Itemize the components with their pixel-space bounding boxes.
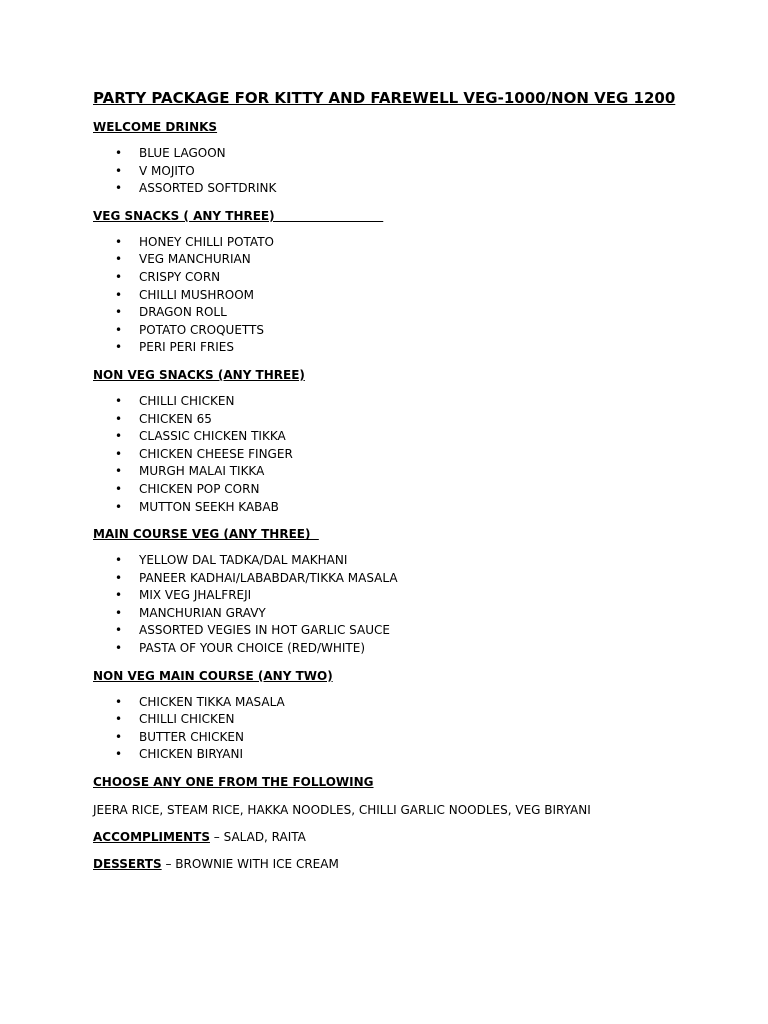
list-item-label: PANEER KADHAI/LABABDAR/TIKKA MASALA	[139, 570, 398, 585]
list-item	[93, 339, 733, 357]
list-item-label: CHICKEN BIRYANI	[139, 747, 244, 762]
accompliments-text: – SALAD, RAITA	[209, 830, 306, 845]
bullet-icon: •	[115, 553, 123, 568]
list-item	[93, 605, 733, 623]
bullet-icon: •	[115, 588, 123, 603]
section-heading-main-course-veg: MAIN COURSE VEG (ANY THREE)	[93, 527, 319, 542]
rice-noodle-options: JEERA RICE, STEAM RICE, HAKKA NOODLES, CHILLI GARLIC NOODLES, VEG BIRYANI	[93, 803, 591, 818]
list-item-label: CLASSIC CHICKEN TIKKA	[139, 429, 286, 444]
list-item	[93, 694, 733, 712]
list-item	[93, 322, 733, 340]
list-item	[93, 428, 733, 446]
list-item	[93, 269, 733, 287]
list-item	[93, 552, 733, 570]
bullet-icon: •	[115, 712, 123, 727]
list-item-label: CHICKEN TIKKA MASALA	[139, 694, 285, 709]
list-item	[93, 587, 733, 605]
bullet-icon: •	[115, 694, 123, 709]
list-item-label: MANCHURIAN GRAVY	[139, 605, 266, 620]
bullet-icon: •	[115, 411, 123, 426]
list-item-label: MUTTON SEEKH KABAB	[139, 499, 279, 514]
list-item-label: BLUE LAGOON	[139, 146, 226, 160]
bullet-icon: •	[115, 429, 123, 444]
list-item-label: CHILLI CHICKEN	[139, 712, 235, 727]
bullet-icon: •	[115, 729, 123, 744]
bullet-icon: •	[115, 322, 123, 337]
list-item	[93, 304, 733, 322]
bullet-icon: •	[115, 163, 123, 178]
list-item-label: CRISPY CORN	[139, 269, 221, 284]
list-item	[93, 411, 733, 429]
bullet-icon: •	[115, 305, 123, 320]
desserts-line	[93, 856, 733, 872]
bullet-icon: •	[115, 570, 123, 585]
bullet-icon: •	[115, 181, 123, 196]
bullet-icon: •	[115, 641, 123, 656]
section-heading-choose-any-one: CHOOSE ANY ONE FROM THE FOLLOWING	[93, 775, 374, 790]
bullet-icon: •	[115, 499, 123, 514]
list-item	[93, 746, 733, 764]
document-page	[93, 88, 733, 872]
section-heading-welcome-drinks: WELCOME DRINKS	[93, 120, 218, 134]
bullet-icon: •	[115, 146, 123, 160]
list-item-label: VEG MANCHURIAN	[139, 252, 251, 267]
list-item-label: HONEY CHILLI POTATO	[139, 234, 274, 249]
document-title: PARTY PACKAGE FOR KITTY AND FAREWELL VEG-1000/NON VEG 1200	[93, 89, 676, 107]
list-item	[93, 570, 733, 588]
list-item	[93, 711, 733, 729]
list-item	[93, 251, 733, 269]
list-item	[93, 163, 733, 181]
list-item	[93, 234, 733, 252]
list-item	[93, 499, 733, 517]
list-item-label: CHICKEN POP CORN	[139, 481, 260, 496]
list-item-label: CHICKEN 65	[139, 411, 212, 426]
main-course-veg-list	[93, 552, 733, 658]
bullet-icon: •	[115, 623, 123, 638]
accompliments-label: ACCOMPLIMENTS	[93, 830, 210, 845]
section-heading-veg-snacks: VEG SNACKS ( ANY THREE)	[93, 208, 384, 223]
list-item	[93, 622, 733, 640]
list-item	[93, 145, 733, 163]
list-item-label: CHILLI CHICKEN	[139, 393, 235, 408]
list-item-label: CHILLI MUSHROOM	[139, 287, 255, 302]
list-item-label: PASTA OF YOUR CHOICE (RED/WHITE)	[139, 641, 366, 656]
list-item-label: POTATO CROQUETTS	[139, 322, 264, 337]
non-veg-main-course-list	[93, 694, 733, 764]
veg-snacks-list	[93, 234, 733, 357]
bullet-icon: •	[115, 287, 123, 302]
list-item-label: CHICKEN CHEESE FINGER	[139, 446, 293, 461]
list-item	[93, 481, 733, 499]
bullet-icon: •	[115, 393, 123, 408]
list-item	[93, 640, 733, 658]
list-item	[93, 463, 733, 481]
bullet-icon: •	[115, 747, 123, 762]
list-item-label: PERI PERI FRIES	[139, 340, 234, 355]
bullet-icon: •	[115, 446, 123, 461]
list-item	[93, 446, 733, 464]
desserts-label: DESSERTS	[93, 857, 162, 872]
list-item-label: MIX VEG JHALFREJI	[139, 588, 252, 603]
section-heading-non-veg-main-course: NON VEG MAIN COURSE (ANY TWO)	[93, 668, 333, 683]
bullet-icon: •	[115, 252, 123, 267]
section-heading-non-veg-snacks: NON VEG SNACKS (ANY THREE)	[93, 367, 305, 382]
bullet-icon: •	[115, 269, 123, 284]
list-item	[93, 393, 733, 411]
list-item	[93, 729, 733, 747]
list-item-label: ASSORTED VEGIES IN HOT GARLIC SAUCE	[139, 623, 390, 638]
bullet-icon: •	[115, 234, 123, 249]
list-item-label: DRAGON ROLL	[139, 305, 227, 320]
desserts-text: – BROWNIE WITH ICE CREAM	[161, 857, 339, 872]
bullet-icon: •	[115, 605, 123, 620]
list-item-label: BUTTER CHICKEN	[139, 729, 244, 744]
bullet-icon: •	[115, 340, 123, 355]
accompliments-line	[93, 829, 733, 845]
bullet-icon: •	[115, 481, 123, 496]
list-item	[93, 180, 733, 198]
welcome-drinks-list	[93, 145, 733, 198]
bullet-icon: •	[115, 464, 123, 479]
non-veg-snacks-list	[93, 393, 733, 516]
list-item-label: YELLOW DAL TADKA/DAL MAKHANI	[139, 553, 348, 568]
list-item-label: ASSORTED SOFTDRINK	[139, 181, 277, 196]
list-item-label: V MOJITO	[139, 163, 195, 178]
list-item	[93, 287, 733, 305]
list-item-label: MURGH MALAI TIKKA	[139, 464, 265, 479]
